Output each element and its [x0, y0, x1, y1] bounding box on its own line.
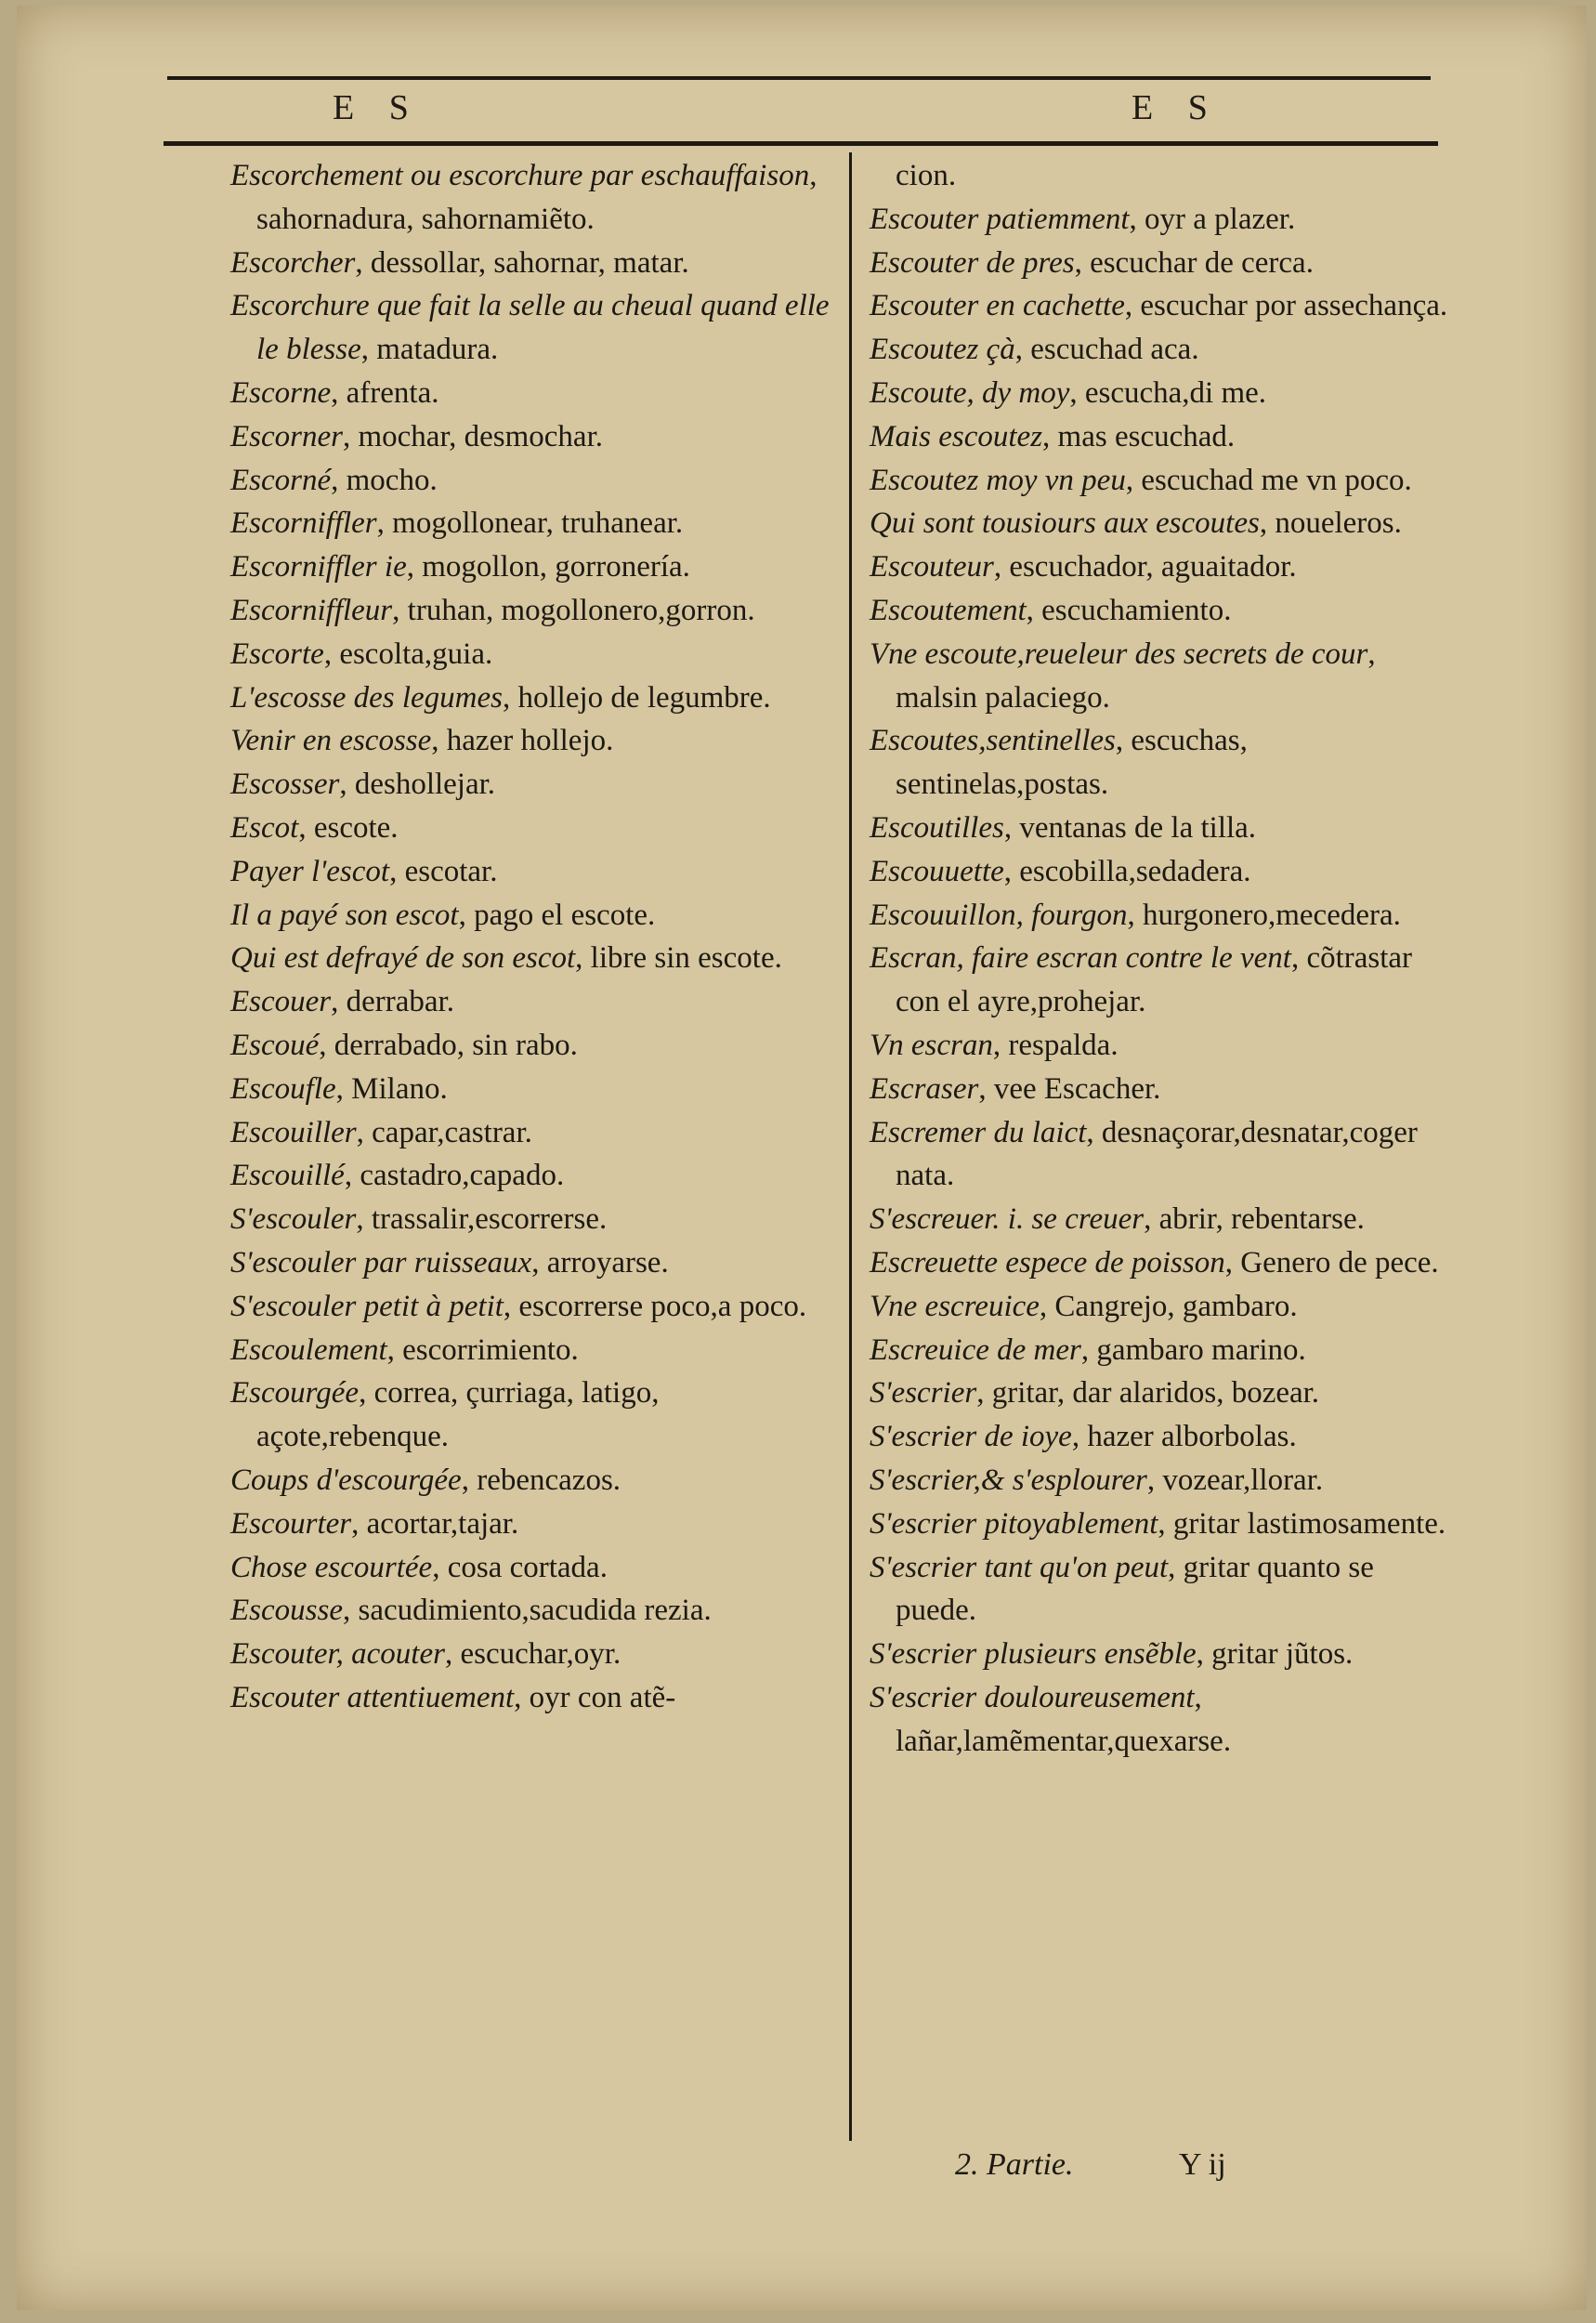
running-head-right: E S — [1132, 88, 1221, 127]
spanish-translation: arroyarse. — [546, 1245, 669, 1280]
dictionary-entry: S'escouler par ruisseaux, arroyarse. — [230, 1245, 669, 1280]
spanish-translation: lañar,lamẽmentar,quexarse. — [896, 1724, 1232, 1758]
french-headword: Escourgée — [230, 1376, 360, 1411]
dictionary-entry: Escousse, sacudimiento,sacudida rezia. — [230, 1594, 712, 1628]
dictionary-entry: Escouer, derrabar. — [230, 985, 454, 1019]
french-headword: Escouter attentiuement — [230, 1680, 515, 1714]
dictionary-entry: Escouter patiemment, oyr a plazer. — [870, 202, 1296, 236]
top-rule — [167, 76, 1431, 80]
dictionary-entry: Escoué, derrabado, sin rabo. — [230, 1028, 578, 1062]
spanish-translation: oyr con atẽ- — [529, 1680, 676, 1714]
spanish-translation: cõtrastar con el ayre,prohejar. — [896, 941, 1413, 1019]
spanish-translation: gritar quanto se puede. — [896, 1550, 1374, 1628]
spanish-translation: escolta,guia. — [339, 637, 493, 671]
spanish-translation: hazer hollejo. — [446, 724, 614, 758]
spanish-translation: libre sin escote. — [590, 941, 782, 976]
spanish-translation: escuchas, sentinelas,postas. — [896, 724, 1248, 802]
spanish-translation: escucha,di me. — [1084, 375, 1267, 410]
dictionary-entry: Payer l'escot, escotar. — [230, 854, 498, 888]
book-page — [17, 6, 1587, 2310]
dictionary-entry: Escoufle, Milano. — [230, 1071, 448, 1106]
dictionary-entry: Qui est defrayé de son escot, libre sin escote. — [230, 941, 782, 976]
spanish-translation: truhan, mogollonero,gorron. — [407, 593, 755, 627]
spanish-translation: mocho. — [346, 463, 438, 497]
dictionary-entry: Qui sont tousiours aux escoutes, nouelеros. — [870, 506, 1402, 541]
french-headword: Escouillé — [230, 1159, 345, 1193]
french-headword: Escouuillon, fourgon — [870, 898, 1128, 932]
dictionary-entry: Il a payé son escot, pago el escote. — [230, 898, 656, 932]
spanish-translation: derrabar. — [346, 985, 454, 1019]
french-headword: S'escrier — [870, 1376, 977, 1411]
spanish-translation: sacudimiento,sacudida rezia. — [358, 1594, 712, 1628]
spanish-translation: escuchad me vn poco. — [1141, 463, 1412, 497]
dictionary-entry: Mais escoutez, mas escuchad. — [870, 419, 1236, 453]
dictionary-entry: Escorniffleur, truhan, mogollonero,gorron. — [230, 593, 755, 627]
french-headword: Escoutilles — [870, 810, 1004, 845]
french-headword: Escourter — [230, 1506, 352, 1541]
spanish-translation: hazer alborbolas. — [1087, 1420, 1297, 1454]
french-headword: Il a payé son escot — [230, 898, 459, 932]
spanish-translation: rebencazos. — [477, 1463, 621, 1497]
french-headword: Escoutez çà — [870, 333, 1015, 367]
dictionary-entry: Escoute, dy moy, escucha,di me. — [870, 375, 1267, 410]
spanish-translation: hollejo de legumbre. — [517, 680, 771, 715]
spanish-translation: escorrimiento. — [402, 1332, 579, 1367]
signature-mark: Y ij — [1178, 2147, 1226, 2182]
spanish-translation: vozear,llorar. — [1162, 1463, 1324, 1497]
dictionary-entry: Escosser, deshollejar. — [230, 768, 496, 802]
french-headword: Escorniffleur — [230, 593, 393, 627]
spanish-translation: mogollonear, truhanear. — [392, 506, 684, 541]
french-headword: Escremer du laict — [870, 1115, 1087, 1149]
spanish-translation: escuchar,oyr. — [460, 1637, 621, 1672]
dictionary-entry: Chose escourtée, cosa cortada. — [230, 1550, 608, 1584]
french-headword: Vne escoute,reueleur des secrets de cour — [870, 637, 1368, 671]
french-headword: S'escrier,& s'esplourer — [870, 1463, 1147, 1497]
spanish-translation: Cangrejo, gambaro. — [1054, 1289, 1298, 1323]
spanish-translation: matadura. — [376, 333, 499, 367]
french-headword: Escreuette espece de poisson — [870, 1245, 1225, 1280]
dictionary-entry: Escorner, mochar, desmochar. — [230, 419, 603, 453]
french-headword: Escouter en cachette — [870, 289, 1125, 323]
spanish-translation: capar,castrar. — [372, 1115, 532, 1149]
dictionary-entry: Escouter, acouter, escuchar,oyr. — [230, 1637, 621, 1672]
dictionary-entry: Escouuette, escobilla,sedadera. — [870, 854, 1251, 888]
spanish-translation: vee Escacher. — [993, 1071, 1161, 1106]
french-headword: Escouuette — [870, 854, 1004, 888]
dictionary-entry: Vn escran, respalda. — [870, 1028, 1119, 1062]
spanish-translation: malsin palaciego. — [896, 680, 1110, 715]
spanish-translation: cosa cortada. — [447, 1550, 608, 1584]
dictionary-entry: Escorné, mocho. — [230, 463, 438, 497]
french-headword: Escraser — [870, 1071, 979, 1106]
french-headword: Escoutement — [870, 593, 1027, 627]
dictionary-entry: Escoutes,sentinelles, escuchas, sentinelas,postas. — [870, 724, 1248, 802]
spanish-translation: ventanas de la tilla. — [1019, 810, 1257, 845]
french-headword: Escouter de pres — [870, 245, 1075, 280]
spanish-translation: deshollejar. — [354, 768, 496, 802]
french-headword: Escoutez moy vn peu — [870, 463, 1126, 497]
spanish-translation: escorrerse poco,a poco. — [518, 1289, 807, 1323]
dictionary-entry: Escoulement, escorrimiento. — [230, 1332, 579, 1367]
dictionary-entry: Vne escoute,reueleur des secrets de cour, malsin palaciego. — [870, 637, 1376, 715]
dictionary-entry: L'escosse des legumes, hollejo de legumbre. — [230, 680, 771, 715]
french-headword: Escouiller — [230, 1115, 357, 1149]
column-divider — [849, 152, 852, 2141]
dictionary-entry: Escraser, vee Escacher. — [870, 1071, 1161, 1106]
dictionary-entry: Escorniffler ie, mogollon, gorronería. — [230, 550, 690, 584]
french-headword: Mais escoutez — [870, 419, 1043, 453]
dictionary-entry: S'escrier pitoyablement, gritar lastimosamente. — [870, 1506, 1446, 1541]
left-column — [230, 154, 830, 1720]
dictionary-entry: Coups d'escourgée, rebencazos. — [230, 1463, 621, 1497]
french-headword: S'escrier douloureusement — [870, 1680, 1195, 1714]
french-headword: Venir en escosse — [230, 724, 432, 758]
spanish-translation: escuchador, aguaitador. — [1009, 550, 1297, 584]
french-headword: Escot — [230, 810, 299, 845]
dictionary-entry: Escouuillon, fourgon, hurgonero,mecedera. — [870, 898, 1401, 932]
dictionary-entry: Escoutez moy vn peu, escuchad me vn poco. — [870, 463, 1412, 497]
spanish-translation: mas escuchad. — [1057, 419, 1236, 453]
spanish-translation: gambaro marino. — [1096, 1332, 1306, 1367]
dictionary-entry: Escorcher, dessollar, sahornar, matar. — [230, 245, 689, 280]
dictionary-entry: Vne escreuice, Cangrejo, gambaro. — [870, 1289, 1298, 1323]
dictionary-entry: S'escrier de ioye, hazer alborbolas. — [870, 1420, 1297, 1454]
french-headword: Escouter, acouter — [230, 1637, 445, 1672]
dictionary-entry: Escouter attentiuement, oyr con atẽ- — [230, 1680, 676, 1714]
running-head-left: E S — [333, 88, 422, 127]
dictionary-entry: Escoutez çà, escuchad aca. — [870, 333, 1199, 367]
dictionary-entry: Escremer du laict, desnaçorar,desnatar,coger nata. — [870, 1115, 1418, 1193]
dictionary-entry: Escot, escote. — [230, 810, 399, 845]
french-headword: Escoufle — [230, 1071, 336, 1106]
french-headword: Coups d'escourgée — [230, 1463, 462, 1497]
spanish-translation: oyr a plazer. — [1145, 202, 1296, 236]
spanish-translation: hurgonero,mecedera. — [1142, 898, 1401, 932]
french-headword: Escouteur — [870, 550, 994, 584]
spanish-translation: escuchar de cerca. — [1090, 245, 1314, 280]
dictionary-entry: S'escouler petit à petit, escorrerse poco,a poco. — [230, 1289, 807, 1323]
dictionary-entry: Escorne, afrenta. — [230, 375, 439, 410]
dictionary-entry: Escouiller, capar,castrar. — [230, 1115, 532, 1149]
french-headword: Vne escreuice — [870, 1289, 1040, 1323]
spanish-translation: escuchamiento. — [1041, 593, 1232, 627]
spanish-translation: gritar lastimosamente. — [1172, 1506, 1446, 1541]
dictionary-entry: Escouter de pres, escuchar de cerca. — [870, 245, 1314, 280]
dictionary-entry: Escran, faire escran contre le vent, cõtrastar con el ayre,prohejar. — [870, 941, 1413, 1019]
spanish-translation: pago el escote. — [474, 898, 656, 932]
french-headword: S'escouler — [230, 1202, 357, 1237]
spanish-translation: escobilla,sedadera. — [1019, 854, 1251, 888]
spanish-translation: Milano. — [351, 1071, 448, 1106]
french-headword: Escorner — [230, 419, 343, 453]
page-footer — [955, 2147, 1226, 2183]
dictionary-entry: Escourgée, correa, çurriaga, latigo, açote,rebenque. — [230, 1376, 660, 1454]
french-headword: S'escrier plusieurs ensẽble — [870, 1637, 1197, 1672]
french-headword: Escorniffler — [230, 506, 377, 541]
french-headword: S'escrier de ioye — [870, 1420, 1072, 1454]
spanish-translation: gritar jũtos. — [1211, 1637, 1354, 1672]
spanish-translation: gritar, dar alaridos, bozear. — [991, 1376, 1320, 1411]
french-headword: Qui est defrayé de son escot — [230, 941, 576, 976]
french-headword: L'escosse des legumes — [230, 680, 504, 715]
spanish-translation: escuchar por assechança. — [1140, 289, 1448, 323]
dictionary-entry: Escorniffler, mogollonear, truhanear. — [230, 506, 684, 541]
dictionary-entry: S'escrier,& s'esplourer, vozear,llorar. — [870, 1463, 1324, 1497]
spanish-translation: desnaçorar,desnatar,coger nata. — [896, 1115, 1418, 1193]
spanish-translation: escote. — [313, 810, 399, 845]
spanish-translation: trassalir,escorrerse. — [371, 1202, 608, 1237]
spanish-translation: Genero de pece. — [1240, 1245, 1439, 1280]
french-headword: Vn escran — [870, 1028, 993, 1062]
spanish-translation: nouelеros. — [1275, 506, 1402, 541]
dictionary-entry: Escorchure que fait la selle au cheual quand elle le blesse, matadura. — [230, 289, 830, 367]
dictionary-entry: S'escrier plusieurs ensẽble, gritar jũtos. — [870, 1637, 1354, 1672]
dictionary-entry: Escourter, acortar,tajar. — [230, 1506, 519, 1541]
french-headword: S'escouler par ruisseaux — [230, 1245, 532, 1280]
french-headword: Escosser — [230, 768, 340, 802]
spanish-translation: mochar, desmochar. — [358, 419, 603, 453]
spanish-translation: mogollon, gorronería. — [422, 550, 690, 584]
spanish-translation: escotar. — [404, 854, 498, 888]
right-column — [870, 154, 1453, 1763]
dictionary-entry: Escreuette espece de poisson, Genero de pece. — [870, 1245, 1439, 1280]
french-headword: S'escreuer. i. se creuer — [870, 1202, 1145, 1237]
french-headword: Escoué — [230, 1028, 320, 1062]
french-headword: Escoute, dy moy — [870, 375, 1070, 410]
dictionary-entry: Escorte, escolta,guia. — [230, 637, 493, 671]
dictionary-entry: Escreuice de mer, gambaro marino. — [870, 1332, 1306, 1367]
dictionary-entry: Escoutilles, ventanas de la tilla. — [870, 810, 1257, 845]
french-headword: Escorchure que fait la selle au cheual quand elle le blesse — [230, 289, 830, 367]
french-headword: Qui sont tousiours aux escoutes — [870, 506, 1260, 541]
spanish-translation: abrir, rebentarse. — [1158, 1202, 1365, 1237]
spanish-translation: afrenta. — [346, 375, 439, 410]
dictionary-entry: S'escreuer. i. se creuer, abrir, rebentarse. — [870, 1202, 1365, 1237]
french-headword: Escoutes,sentinelles — [870, 724, 1116, 758]
french-headword: Escorchement ou escorchure par eschauffaison — [230, 159, 810, 192]
french-headword: S'escouler petit à petit — [230, 1289, 504, 1323]
dictionary-entry: Venir en escosse, hazer hollejo. — [230, 724, 614, 758]
spanish-translation: escuchad aca. — [1030, 333, 1199, 367]
french-headword: Escorniffler ie — [230, 550, 407, 584]
dictionary-entry: Escouillé, castadro,capado. — [230, 1159, 565, 1193]
dictionary-entry: Escoutement, escuchamiento. — [870, 593, 1232, 627]
carryover-line: cion. — [896, 159, 957, 192]
french-headword: Escorte — [230, 637, 324, 671]
spanish-translation: castadro,capado. — [360, 1159, 565, 1193]
french-headword: Escran, faire escran contre le vent — [870, 941, 1291, 976]
dictionary-entry: S'escouler, trassalir,escorrerse. — [230, 1202, 608, 1237]
french-headword: Escousse — [230, 1594, 343, 1628]
spanish-translation: derrabado, sin rabo. — [334, 1028, 578, 1062]
french-headword: Escorné — [230, 463, 332, 497]
header-rule — [164, 141, 1438, 146]
dictionary-entry: S'escrier tant qu'on peut, gritar quanto se puede. — [870, 1550, 1374, 1628]
dictionary-entry: S'escrier douloureusement, lañar,lamẽmentar,quexarse. — [870, 1680, 1232, 1758]
french-headword: Chose escourtée — [230, 1550, 433, 1584]
spanish-translation: acortar,tajar. — [366, 1506, 519, 1541]
dictionary-entry: S'escrier, gritar, dar alaridos, bozear. — [870, 1376, 1320, 1411]
spanish-translation: sahornadura, sahornamiẽto. — [256, 202, 595, 236]
dictionary-entry: Escorchement ou escorchure par eschauffaison, sahornadura, sahornamiẽto. — [230, 159, 818, 236]
dictionary-entry: Escouter en cachette, escuchar por assechança. — [870, 289, 1448, 323]
french-headword: S'escrier pitoyablement — [870, 1506, 1158, 1541]
spanish-translation: dessollar, sahornar, matar. — [370, 245, 689, 280]
dictionary-entry: Escouteur, escuchador, aguaitador. — [870, 550, 1297, 584]
spanish-translation: respalda. — [1008, 1028, 1119, 1062]
french-headword: Escoulement — [230, 1332, 387, 1367]
french-headword: Escorne — [230, 375, 332, 410]
french-headword: Escorcher — [230, 245, 356, 280]
french-headword: S'escrier tant qu'on peut — [870, 1550, 1169, 1584]
spanish-translation: correa, çurriaga, latigo, açote,rebenque. — [256, 1376, 660, 1454]
part-label: 2. Partie. — [955, 2147, 1074, 2182]
french-headword: Escreuice de mer — [870, 1332, 1081, 1367]
french-headword: Escouer — [230, 985, 332, 1019]
french-headword: Payer l'escot — [230, 854, 390, 888]
french-headword: Escouter patiemment — [870, 202, 1130, 236]
